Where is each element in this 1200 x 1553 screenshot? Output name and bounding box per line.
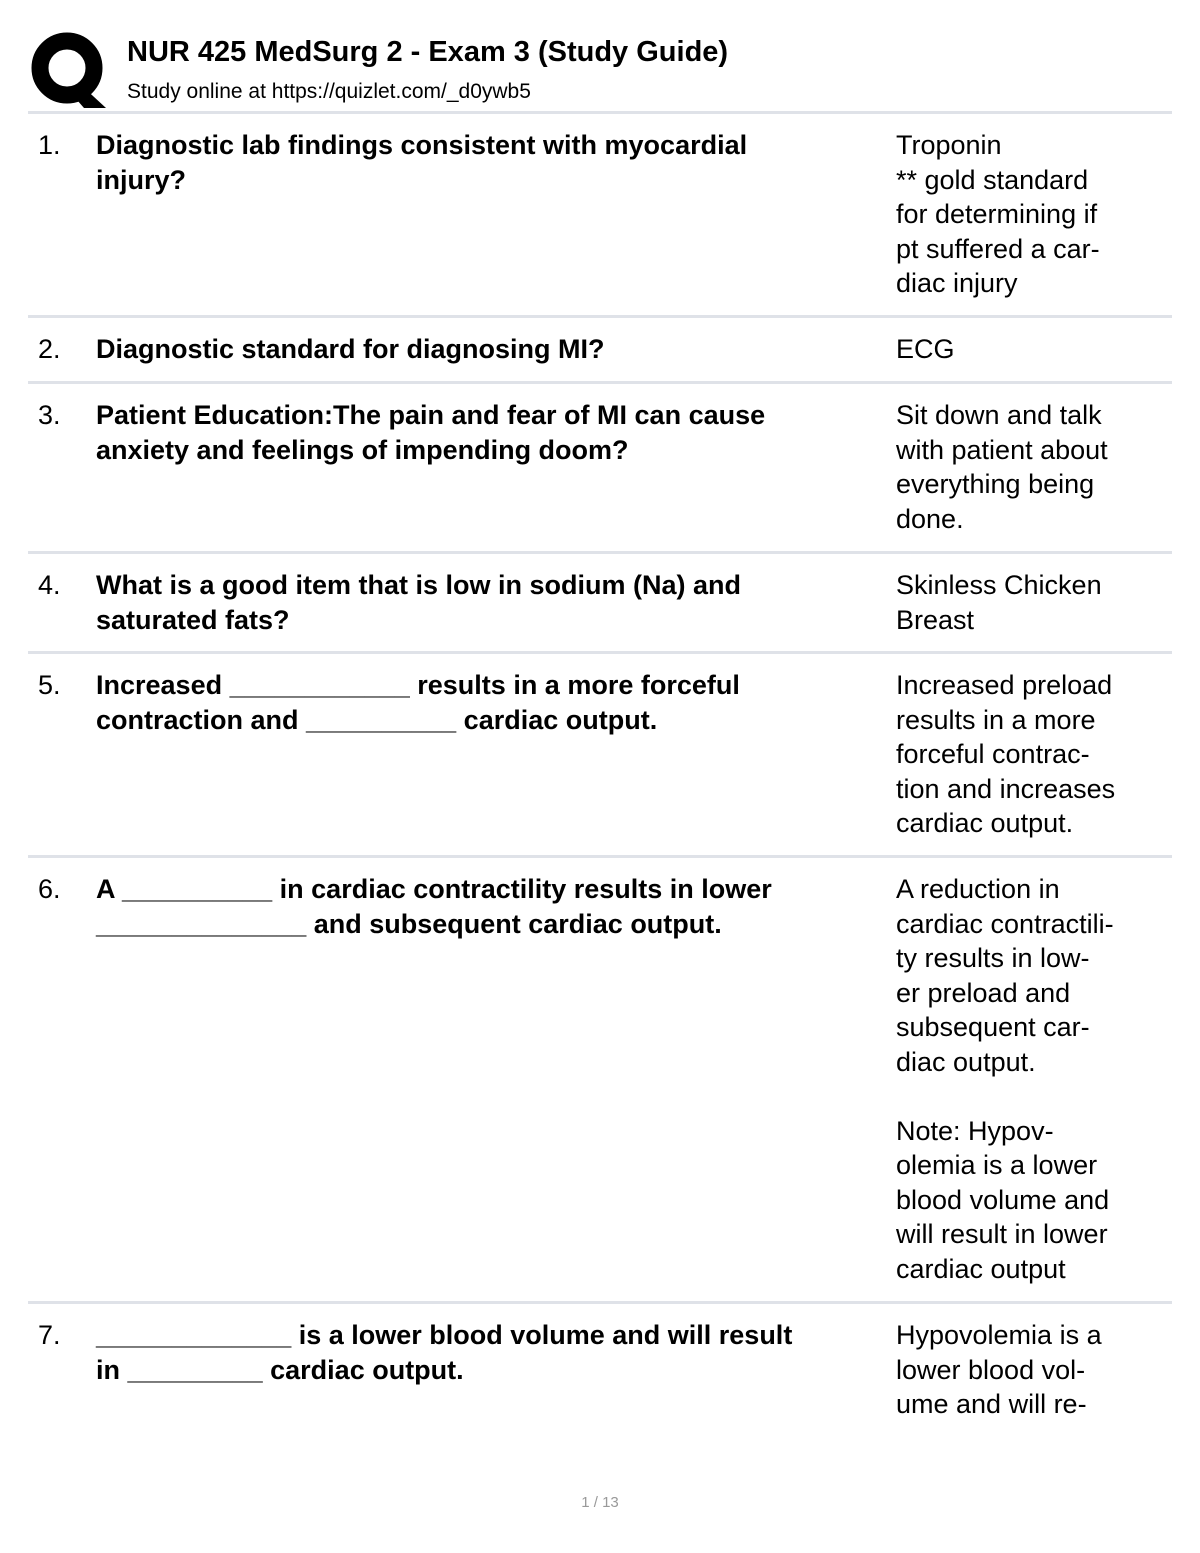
page-number: 1 / 13 [581,1494,619,1511]
card-number: 1. [38,130,61,160]
card-question: What is a good item that is low in sodium (Na) and saturated fats? [96,570,742,635]
study-online-link[interactable]: Study online at https://quizlet.com/_d0ywb5 [127,80,531,103]
card-answer: ECG [896,334,955,364]
card-question: Patient Education:The pain and fear of MI can cause anxiety and feelings of impending doom? [96,400,766,465]
card-number: 5. [38,670,61,700]
card-question: Increased ____________ results in a more forceful contraction and __________ cardiac output. [96,670,740,735]
card-answer: Hypovolemia is a lower blood vol- ume and will re- [896,1320,1102,1419]
card-answer: Skinless Chicken Breast [896,570,1102,635]
flashcard-row [28,384,1172,554]
card-question: Diagnostic standard for diagnosing MI? [96,334,605,364]
card-number: 4. [38,570,61,600]
card-number: 7. [38,1320,61,1350]
card-number: 3. [38,400,61,430]
flashcard-row [28,114,1172,318]
card-question: A __________ in cardiac contractility results in lower ______________ and subsequent cardiac output. [96,874,772,939]
card-answer: Troponin ** gold standard for determining if pt suffered a car- diac injury [896,130,1100,298]
flashcard-row [28,654,1172,858]
card-answer: Sit down and talk with patient about everything being done. [896,400,1108,534]
page-title: NUR 425 MedSurg 2 - Exam 3 (Study Guide) [127,36,729,68]
card-number: 6. [38,874,61,904]
flashcard-row [28,554,1172,654]
flashcard-row [28,318,1172,384]
card-answer: Increased preload results in a more forceful contrac- tion and increases cardiac output. [896,670,1116,838]
card-question: _____________ is a lower blood volume and will result in _________ cardiac output. [96,1320,793,1385]
card-answer: A reduction in cardiac contractili- ty results in low- er preload and subsequent car- diac output. Note: Hypov- olemia is a lower blood volume and will result in lower cardiac output [896,874,1114,1284]
flashcard-row [28,858,1172,1304]
flashcard-row [28,1304,1172,1444]
quizlet-logo-icon [30,30,108,108]
card-number: 2. [38,334,61,364]
card-question: Diagnostic lab findings consistent with myocardial injury? [96,130,748,195]
